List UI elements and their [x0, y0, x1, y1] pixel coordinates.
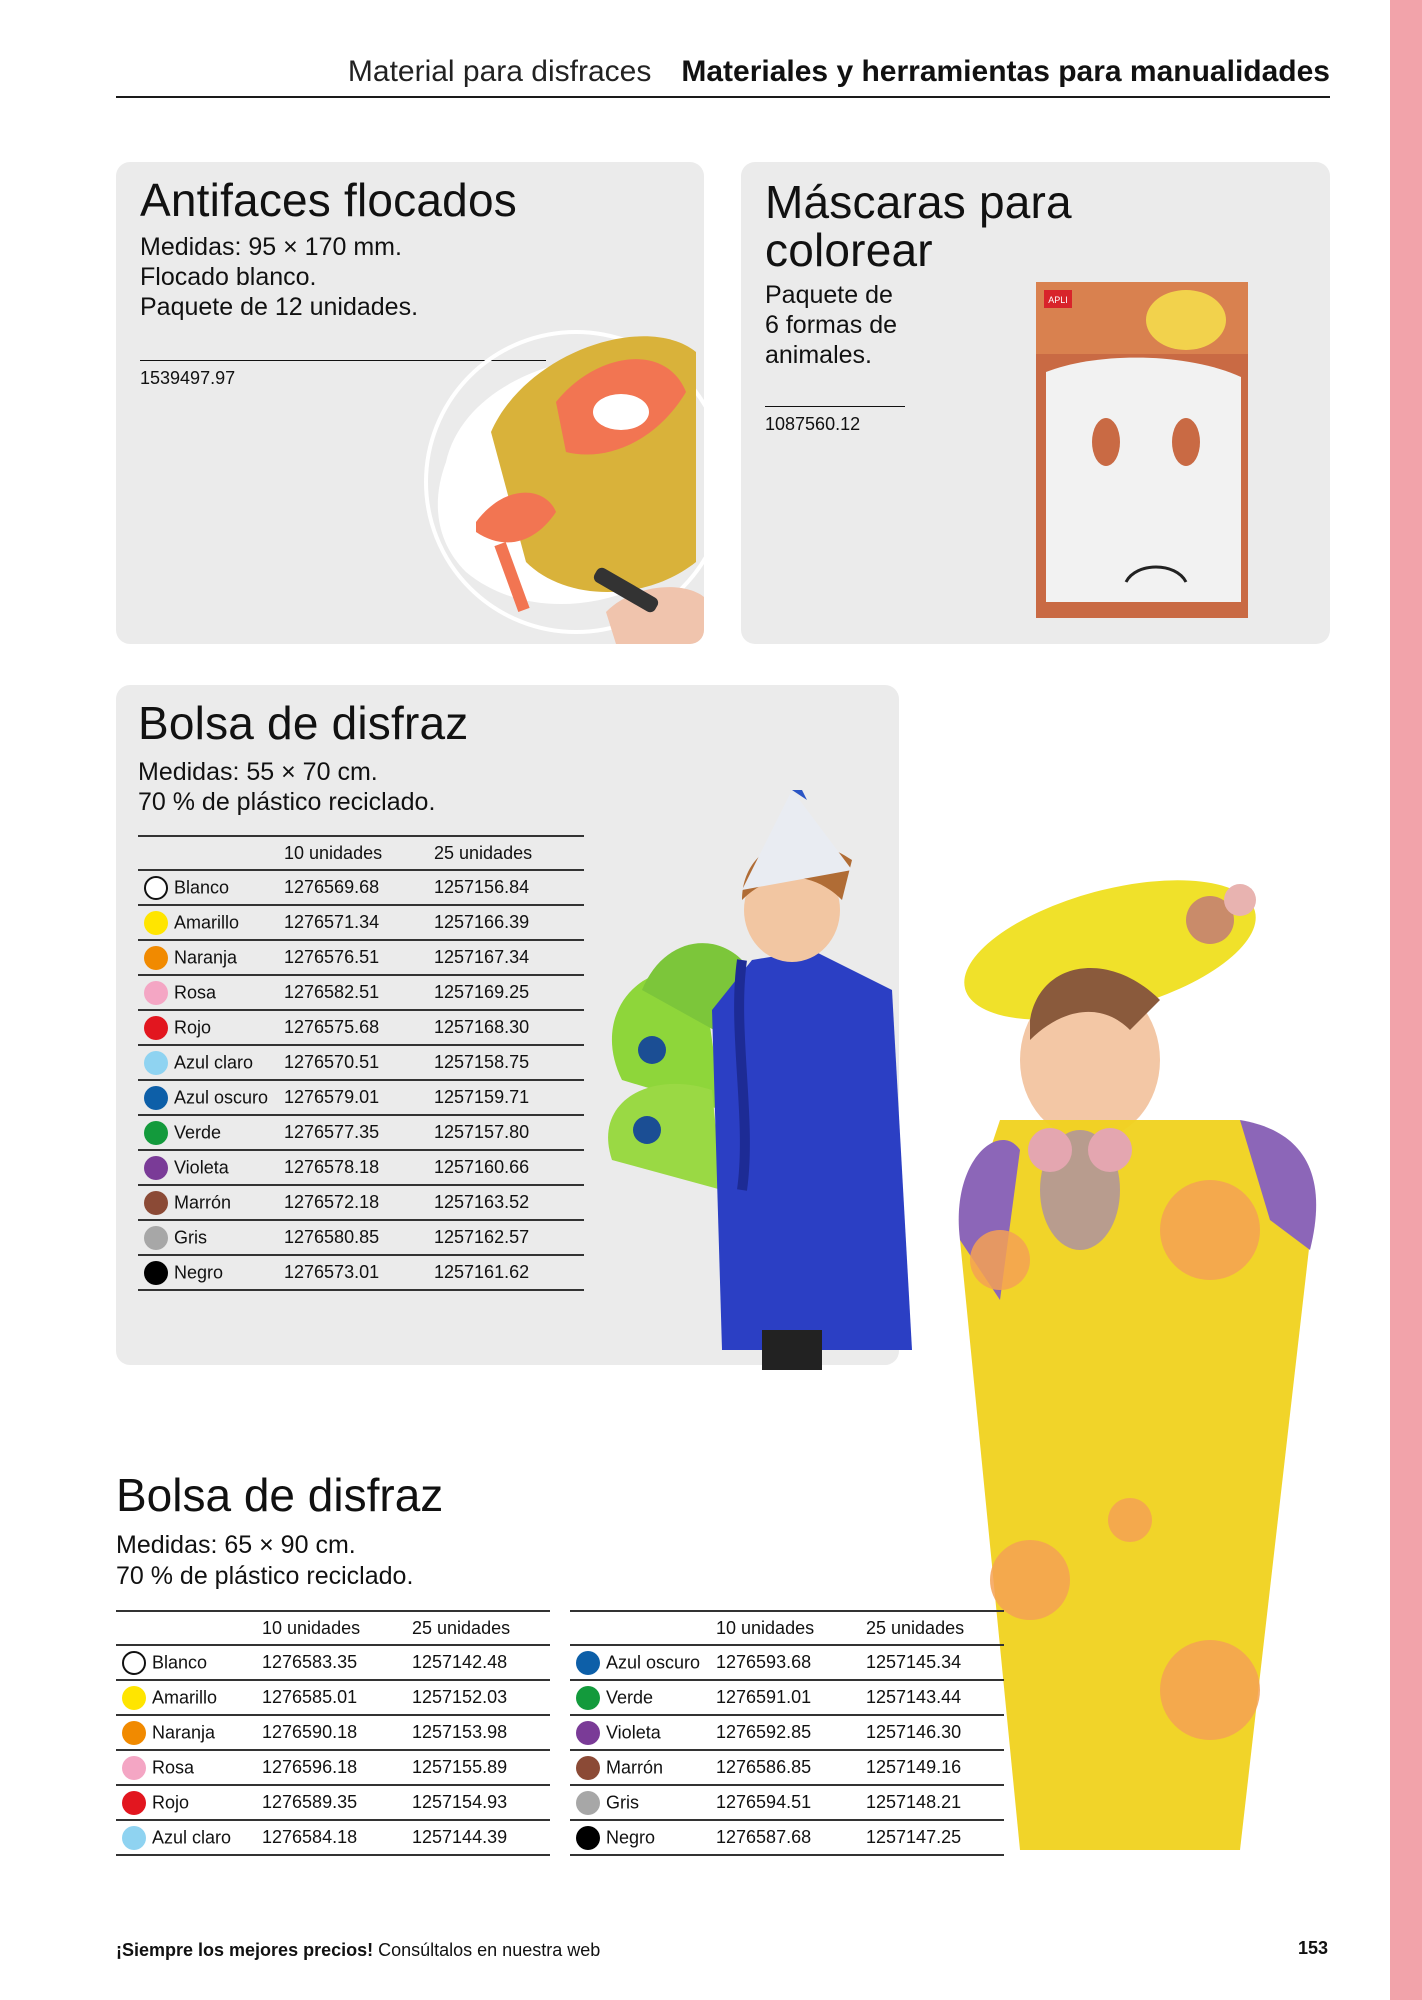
color-name: Rojo: [152, 1792, 190, 1812]
table-row: [138, 1220, 584, 1255]
color-swatch: [144, 1226, 168, 1250]
footer-slogan-rest: Consúltalos en nuestra web: [373, 1940, 601, 1960]
code-25-units: 1257146.30: [866, 1715, 1004, 1750]
color-cell: [138, 940, 284, 975]
antifaces-card: [116, 162, 704, 644]
color-name: Azul oscuro: [606, 1652, 701, 1672]
antifaces-code: 1539497.97: [140, 368, 236, 388]
costume-spot: [970, 1230, 1030, 1290]
code-10-units: 1276589.35: [262, 1785, 412, 1820]
code-10-units: 1276569.68: [284, 870, 434, 905]
bolsa1-desc-line: 70 % de plástico reciclado.: [138, 788, 436, 816]
color-swatch: [144, 1191, 168, 1215]
code-25-units: 1257161.62: [434, 1255, 584, 1290]
code-10-units: 1276579.01: [284, 1080, 434, 1115]
color-swatch: [144, 876, 168, 900]
color-name: Rosa: [174, 982, 217, 1002]
hat-mouse-ear: [1224, 884, 1256, 916]
code-10-units: 1276585.01: [262, 1680, 412, 1715]
mascaras-title-line: colorear: [765, 224, 933, 276]
table-row: [138, 1255, 584, 1290]
table-row: [138, 1080, 584, 1115]
color-name: Negro: [174, 1262, 224, 1282]
color-name: Naranja: [174, 947, 238, 967]
feather-eye: [633, 1116, 661, 1144]
mascaras-code: 1087560.12: [765, 414, 861, 434]
table-row: [116, 1645, 550, 1680]
color-swatch: [144, 911, 168, 935]
table-row: [138, 870, 584, 905]
section-title: Material para disfraces: [347, 55, 652, 88]
color-name: Amarillo: [174, 912, 240, 932]
mascaras-title-line: Máscaras para: [765, 176, 1072, 228]
code-25-units: 1257168.30: [434, 1010, 584, 1045]
antifaces-desc-line: Medidas: 95 × 170 mm.: [140, 233, 402, 261]
color-name: Marrón: [606, 1757, 664, 1777]
costume-scales: [739, 960, 745, 1190]
side-color-strip: [1390, 0, 1422, 2000]
table-row: [138, 940, 584, 975]
mascaras-desc-line: Paquete de: [765, 281, 893, 309]
color-swatch: [576, 1686, 600, 1710]
code-10-units: 1276592.85: [716, 1715, 866, 1750]
code-10-units: 1276573.01: [284, 1255, 434, 1290]
code-25-units: 1257159.71: [434, 1080, 584, 1115]
code-25-units: 1257152.03: [412, 1680, 550, 1715]
color-swatch: [144, 1086, 168, 1110]
color-swatch: [576, 1791, 600, 1815]
color-name: Gris: [606, 1792, 639, 1812]
color-swatch: [122, 1791, 146, 1815]
color-swatch: [576, 1651, 600, 1675]
code-25-units: 1257166.39: [434, 905, 584, 940]
color-cell: [570, 1820, 716, 1855]
bolsa2-color-table-left: [116, 1610, 550, 1856]
table-header-row: [570, 1611, 1004, 1645]
color-cell: [138, 905, 284, 940]
table-row: [570, 1645, 1004, 1680]
white-mask-cutout: [1046, 358, 1241, 602]
table-header-empty: [570, 1611, 716, 1645]
bolsa2-color-table-right: [570, 1610, 1004, 1856]
mascaras-title: [765, 178, 1072, 274]
table-header-25: 25 unidades: [434, 836, 584, 870]
table-header-row: [116, 1611, 550, 1645]
color-name: Verde: [174, 1122, 222, 1142]
peacock-feather: [608, 1084, 722, 1190]
color-cell: [570, 1680, 716, 1715]
costume-spot: [1160, 1640, 1260, 1740]
code-25-units: 1257145.34: [866, 1645, 1004, 1680]
color-name: Amarillo: [152, 1687, 218, 1707]
code-10-units: 1276584.18: [262, 1820, 412, 1855]
color-cell: [116, 1680, 262, 1715]
bolsa2-description: [116, 1530, 413, 1592]
bolsa1-desc-line: Medidas: 55 × 70 cm.: [138, 758, 378, 786]
code-25-units: 1257148.21: [866, 1785, 1004, 1820]
color-swatch: [144, 1121, 168, 1145]
table-row: [116, 1680, 550, 1715]
color-swatch: [122, 1651, 146, 1675]
color-swatch: [122, 1721, 146, 1745]
color-cell: [138, 1255, 284, 1290]
code-10-units: 1276570.51: [284, 1045, 434, 1080]
color-swatch: [122, 1756, 146, 1780]
table-row: [138, 975, 584, 1010]
color-cell: [570, 1645, 716, 1680]
color-name: Naranja: [152, 1722, 216, 1742]
code-10-units: 1276580.85: [284, 1220, 434, 1255]
color-cell: [116, 1645, 262, 1680]
code-25-units: 1257155.89: [412, 1750, 550, 1785]
color-swatch: [144, 1156, 168, 1180]
code-25-units: 1257149.16: [866, 1750, 1004, 1785]
color-swatch: [144, 946, 168, 970]
table-row: [116, 1750, 550, 1785]
color-name: Violeta: [174, 1157, 229, 1177]
color-swatch: [144, 1261, 168, 1285]
page-number: 153: [1298, 1938, 1329, 1958]
table-row: [570, 1785, 1004, 1820]
code-25-units: 1257156.84: [434, 870, 584, 905]
bolsa1-title: Bolsa de disfraz: [138, 697, 469, 749]
mask-package-illustration: [1036, 282, 1248, 618]
color-cell: [138, 1220, 284, 1255]
color-name: Verde: [606, 1687, 654, 1707]
code-25-units: 1257147.25: [866, 1820, 1004, 1855]
table-header-empty: [138, 836, 284, 870]
bolsa1-description: [138, 757, 435, 817]
color-cell: [138, 1045, 284, 1080]
code-25-units: 1257163.52: [434, 1185, 584, 1220]
color-cell: [138, 1080, 284, 1115]
color-cell: [116, 1715, 262, 1750]
code-10-units: 1276583.35: [262, 1645, 412, 1680]
table-row: [116, 1785, 550, 1820]
footer-slogan: [116, 1940, 600, 1961]
color-name: Blanco: [152, 1652, 208, 1672]
costume-spot: [990, 1540, 1070, 1620]
code-25-units: 1257157.80: [434, 1115, 584, 1150]
color-cell: [116, 1785, 262, 1820]
code-10-units: 1276576.51: [284, 940, 434, 975]
table-header-25: 25 unidades: [866, 1611, 1004, 1645]
color-name: Azul claro: [152, 1827, 232, 1847]
color-name: Gris: [174, 1227, 207, 1247]
kid-shoes: [762, 1330, 822, 1370]
table-row: [570, 1750, 1004, 1785]
table-header-row: [138, 836, 584, 870]
color-swatch: [576, 1756, 600, 1780]
color-cell: [138, 870, 284, 905]
color-cell: [138, 1150, 284, 1185]
code-10-units: 1276575.68: [284, 1010, 434, 1045]
mascaras-desc-line: animales.: [765, 341, 872, 369]
bolsa2-desc-line: Medidas: 65 × 90 cm.: [116, 1531, 356, 1559]
table-row: [570, 1820, 1004, 1855]
color-name: Azul oscuro: [174, 1087, 269, 1107]
antifaces-desc-line: Flocado blanco.: [140, 263, 317, 291]
table-row: [138, 1010, 584, 1045]
code-10-units: 1276593.68: [716, 1645, 866, 1680]
mascaras-divider: [765, 406, 905, 407]
table-row: [138, 905, 584, 940]
color-name: Azul claro: [174, 1052, 254, 1072]
mask-eye-left: [1092, 418, 1120, 466]
code-25-units: 1257169.25: [434, 975, 584, 1010]
code-25-units: 1257153.98: [412, 1715, 550, 1750]
table-row: [116, 1715, 550, 1750]
color-name: Blanco: [174, 877, 230, 897]
table-header-25: 25 unidades: [412, 1611, 550, 1645]
color-swatch: [122, 1826, 146, 1850]
table-row: [570, 1715, 1004, 1750]
brand-logo-text: APLI: [1048, 295, 1068, 305]
color-cell: [116, 1750, 262, 1785]
code-25-units: 1257154.93: [412, 1785, 550, 1820]
mask-eye-right: [1172, 418, 1200, 466]
color-swatch: [144, 1016, 168, 1040]
mascaras-description: [765, 280, 897, 370]
table-row: [138, 1115, 584, 1150]
color-cell: [116, 1820, 262, 1855]
feather-eye: [638, 1036, 666, 1064]
code-10-units: 1276587.68: [716, 1820, 866, 1855]
code-25-units: 1257162.57: [434, 1220, 584, 1255]
kid-face-mask: [1146, 290, 1226, 350]
table-header-empty: [116, 1611, 262, 1645]
antifaces-description: [140, 232, 418, 322]
mascaras-card: [741, 162, 1330, 644]
code-10-units: 1276590.18: [262, 1715, 412, 1750]
code-10-units: 1276571.34: [284, 905, 434, 940]
color-cell: [570, 1750, 716, 1785]
color-name: Marrón: [174, 1192, 232, 1212]
color-swatch: [122, 1686, 146, 1710]
table-header-10: 10 unidades: [284, 836, 434, 870]
color-cell: [570, 1715, 716, 1750]
footer-slogan-bold: ¡Siempre los mejores precios!: [116, 1940, 374, 1960]
antifaces-title: Antifaces flocados: [140, 174, 517, 226]
bolsa1-color-table: [138, 835, 584, 1291]
mascaras-desc-line: 6 formas de: [765, 311, 898, 339]
code-25-units: 1257158.75: [434, 1045, 584, 1080]
code-25-units: 1257143.44: [866, 1680, 1004, 1715]
table-row: [138, 1185, 584, 1220]
code-10-units: 1276578.18: [284, 1150, 434, 1185]
bolsa2-desc-line: 70 % de plástico reciclado.: [116, 1562, 414, 1590]
color-name: Violeta: [606, 1722, 661, 1742]
code-25-units: 1257144.39: [412, 1820, 550, 1855]
table-row: [570, 1680, 1004, 1715]
color-swatch: [144, 1051, 168, 1075]
code-25-units: 1257167.34: [434, 940, 584, 975]
costume-spot: [1108, 1498, 1152, 1542]
table-header-10: 10 unidades: [262, 1611, 412, 1645]
page-header: [116, 50, 1330, 98]
color-name: Rosa: [152, 1757, 195, 1777]
category-title: Materiales y herramientas para manualidades: [681, 55, 1330, 88]
table-row: [138, 1045, 584, 1080]
peacock-costume-photo: [592, 790, 932, 1390]
color-swatch: [576, 1826, 600, 1850]
code-10-units: 1276582.51: [284, 975, 434, 1010]
table-row: [138, 1150, 584, 1185]
color-cell: [138, 1115, 284, 1150]
mask-drawing-illustration: [406, 312, 704, 644]
antifaces-desc-line: Paquete de 12 unidades.: [140, 293, 419, 321]
code-10-units: 1276596.18: [262, 1750, 412, 1785]
mask-eye-hole: [593, 394, 649, 430]
puppet-ear: [1028, 1128, 1072, 1172]
color-swatch: [144, 981, 168, 1005]
color-cell: [138, 1010, 284, 1045]
code-10-units: 1276594.51: [716, 1785, 866, 1820]
color-cell: [138, 1185, 284, 1220]
puppet-ear: [1088, 1128, 1132, 1172]
code-10-units: 1276577.35: [284, 1115, 434, 1150]
code-25-units: 1257142.48: [412, 1645, 550, 1680]
color-cell: [570, 1785, 716, 1820]
code-25-units: 1257160.66: [434, 1150, 584, 1185]
color-cell: [138, 975, 284, 1010]
costume-spot: [1160, 1180, 1260, 1280]
code-10-units: 1276586.85: [716, 1750, 866, 1785]
color-name: Rojo: [174, 1017, 212, 1037]
bolsa2-title: Bolsa de disfraz: [116, 1469, 444, 1521]
code-10-units: 1276572.18: [284, 1185, 434, 1220]
color-name: Negro: [606, 1827, 656, 1847]
color-swatch: [576, 1721, 600, 1745]
code-10-units: 1276591.01: [716, 1680, 866, 1715]
table-row: [116, 1820, 550, 1855]
table-header-10: 10 unidades: [716, 1611, 866, 1645]
